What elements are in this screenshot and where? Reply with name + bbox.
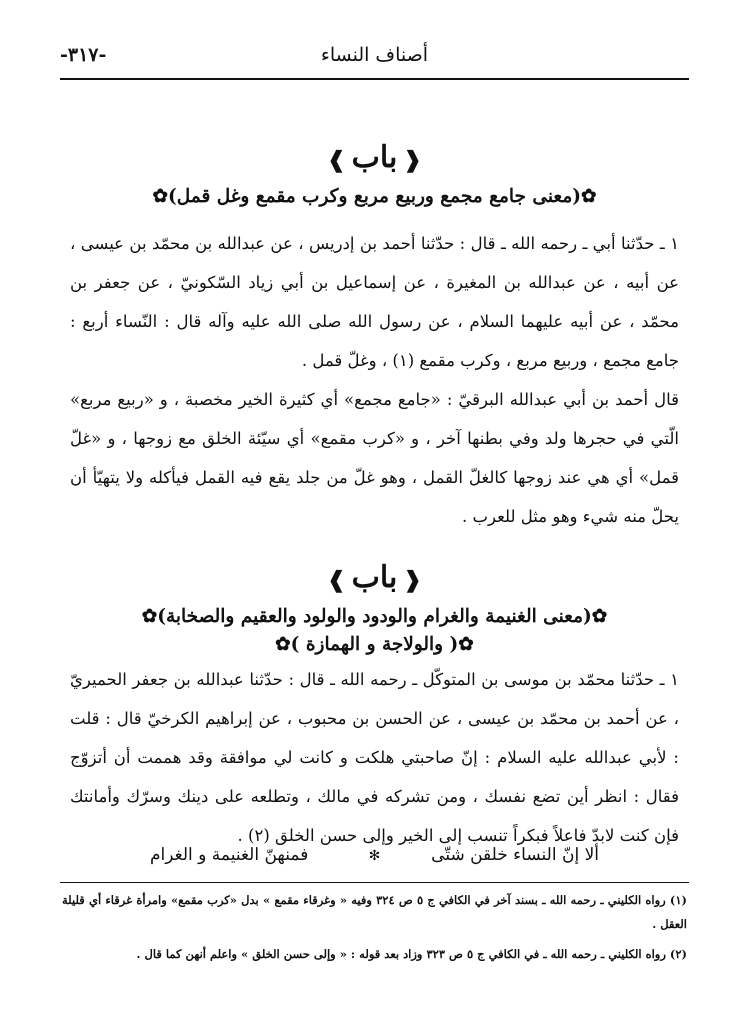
ornament-right: ❰ (403, 147, 422, 173)
chapter-label: باب (351, 560, 398, 595)
chapter-heading-2 (0, 560, 749, 595)
ornament-right: ❰ (403, 567, 422, 593)
chapter-heading-1 (0, 140, 749, 175)
verse-separator-icon: ✻ (368, 848, 381, 864)
footnote-1: (١) رواه الكليني ـ رحمه الله ـ بسند آخر في الكافي ج ٥ ص ٣٢٤ وفيه « وغرقاء مقمع » بدل «كرب مقمع» وامرأة غرقاء أي قليلة العقل . (62, 893, 687, 931)
section-heading-2-line-1: ✿(معنى الغنيمة والغرام والودود والولود والعقيم والصخابة)✿ (141, 606, 608, 627)
running-head-title: أصناف النساء (320, 44, 429, 66)
paragraph: قال أحمد بن أبي عبدالله البرقيّ : «جامع مجمع» أي كثيرة الخير مخصبة ، و «ربيع مربع» الّتي في حجرها ولد وفي بطنها آخر ، و «كرب مقمع» أي سيّئة الخلق مع زوجها ، و «غلّ قمل» أي هي عند زوجها كالغلّ القمل ، وهو غلّ من جلد يقع فيه القمل فيأكله ولا يتهيّأ أن يحلّ منه شيء وهو مثل للعرب . (70, 390, 679, 526)
section-2-body (70, 660, 679, 855)
ornament-left: ❱ (327, 567, 346, 593)
page-number: -٣١٧- (60, 44, 107, 66)
section-1-body (70, 224, 679, 536)
verse-hemistich-2: فمنهنّ الغنيمة و الغرام (150, 845, 309, 865)
section-heading-1: ✿(معنى جامع مجمع وربيع مربع وكرب مقمع وغل قمل)✿ (152, 186, 597, 207)
running-head (60, 38, 689, 80)
paragraph: ١ ـ حدّثنا أبي ـ رحمه الله ـ قال : حدّثنا أحمد بن إدريس ، عن عبدالله بن محمّد بن عيسى ، عن أبيه ، عن عبدالله بن المغيرة ، عن إسماعيل بن أبي زياد السّكونيّ ، عن جعفر بن محمّد ، عن أبيه عليهما السلام ، عن رسول الله صلى الله عليه وآله قال : النّساء أربع : جامع مجمع ، وربيع مربع ، وكرب مقمع (١) ، وغلّ قمل . (70, 234, 679, 370)
ornament-left: ❱ (327, 147, 346, 173)
footnotes (62, 888, 687, 972)
poetry-verse (150, 845, 599, 875)
chapter-label: باب (351, 140, 398, 175)
verse-hemistich-1: ألا إنّ النساء خلقن شتّى (431, 845, 599, 865)
section-heading-2-line-2: ✿( والولاجة و الهمازة )✿ (275, 634, 474, 655)
footnote-2: (٢) رواه الكليني ـ رحمه الله ـ في الكافي ج ٥ ص ٣٢٣ وزاد بعد قوله : « وإلى حسن الخلق » واعلم أنهن كما قال . (136, 947, 687, 961)
footnote-divider (60, 882, 689, 883)
paragraph: ١ ـ حدّثنا محمّد بن موسى بن المتوكّل ـ رحمه الله ـ قال : حدّثنا عبدالله بن جعفر الحميريّ ، عن أحمد بن محمّد بن عيسى ، عن الحسن بن محبوب ، عن إبراهيم الكرخيّ قال : قلت : لأبي عبدالله عليه السلام : إنّ صاحبتي هلكت و كانت لي موافقة وقد هممت أن أتزوّج فقال : انظر أين تضع نفسك ، ومن تشركه في مالك ، وتطلعه على دينك وسرّك وأمانتك فإن كنت لابدّ فاعلاً فبكراً تنسب إلى الخير وإلى حسن الخلق (٢) . (70, 670, 679, 845)
